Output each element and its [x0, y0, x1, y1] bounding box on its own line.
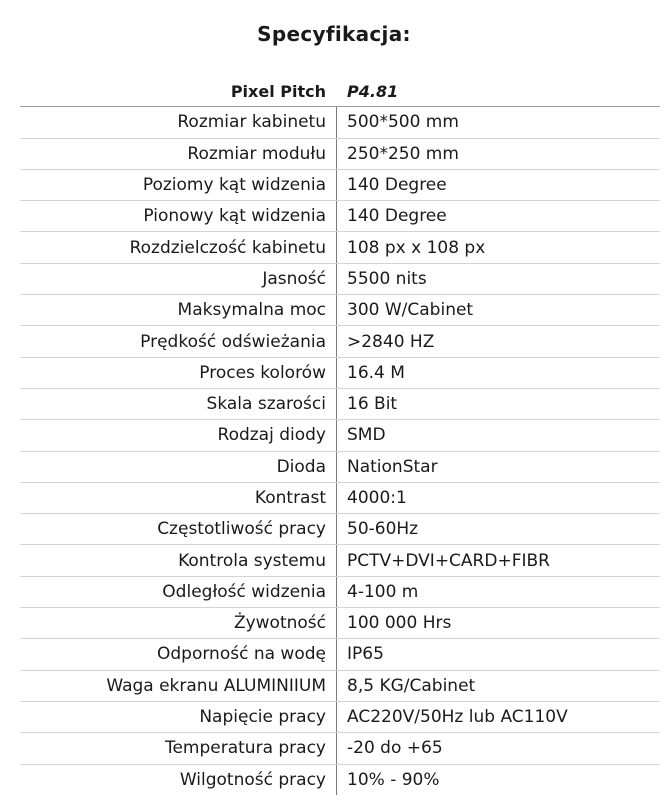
spec-value: 300 W/Cabinet: [347, 300, 474, 321]
spec-value: 16.4 M: [347, 362, 405, 383]
spec-value: SMD: [347, 425, 386, 446]
spec-label: Poziomy kąt widzenia: [142, 175, 326, 196]
table-row: [20, 107, 660, 138]
spec-label: Kontrola systemu: [178, 550, 326, 571]
table-row: [20, 733, 660, 764]
spec-label: Waga ekranu ALUMINIIUM: [106, 675, 326, 696]
spec-label: Wilgotność pracy: [179, 769, 326, 790]
spec-label: Rozdzielczość kabinetu: [129, 237, 326, 258]
spec-value: 8,5 KG/Cabinet: [347, 675, 476, 696]
table-row: [20, 232, 660, 263]
spec-label: Skala szarości: [206, 394, 326, 415]
table-row: [20, 389, 660, 420]
spec-label: Maksymalna moc: [177, 300, 326, 321]
table-row: [20, 170, 660, 201]
spec-value: 108 px x 108 px: [347, 237, 486, 258]
table-row: [20, 608, 660, 639]
spec-label: Żywotność: [233, 613, 326, 634]
spec-label: Rozmiar kabinetu: [177, 112, 326, 133]
spec-value: 50-60Hz: [347, 519, 419, 540]
spec-label: Odległość widzenia: [162, 581, 326, 602]
spec-value: AC220V/50Hz lub AC110V: [347, 707, 568, 728]
table-header-row: [20, 76, 660, 107]
table-row: [20, 702, 660, 733]
spec-value: 100 000 Hrs: [347, 613, 452, 634]
spec-value: 140 Degree: [347, 206, 447, 227]
spec-value: IP65: [347, 644, 384, 665]
spec-label: Częstotliwość pracy: [157, 519, 326, 540]
spec-label: Dioda: [276, 456, 326, 477]
spec-value: NationStar: [347, 456, 438, 477]
spec-label: Napięcie pracy: [199, 707, 326, 728]
spec-label: Kontrast: [254, 488, 326, 508]
spec-label: Pionowy kąt widzenia: [143, 206, 326, 227]
spec-label: Jasność: [262, 268, 326, 289]
header-value: P4.81: [347, 81, 399, 101]
table-row: [20, 326, 660, 357]
spec-label: Rodzaj diody: [217, 425, 326, 446]
spec-value: -20 do +65: [347, 738, 443, 759]
spec-table: [20, 76, 660, 795]
spec-label: Temperatura pracy: [164, 738, 326, 759]
table-row: [20, 139, 660, 170]
header-label: Pixel Pitch: [230, 81, 326, 101]
table-row: [20, 514, 660, 545]
spec-label: Rozmiar modułu: [187, 143, 326, 164]
spec-label: Prędkość odświeżania: [140, 331, 326, 352]
spec-label: Odporność na wodę: [157, 644, 326, 665]
table-row: [20, 545, 660, 576]
table-row: [20, 765, 660, 795]
table-row: [20, 201, 660, 232]
spec-label: Proces kolorów: [199, 362, 326, 383]
table-row: [20, 671, 660, 702]
table-row: [20, 358, 660, 389]
spec-value: 10% - 90%: [347, 769, 440, 790]
spec-value: 140 Degree: [347, 175, 447, 196]
spec-value: 500*500 mm: [347, 112, 459, 133]
spec-value: 4000:1: [347, 488, 407, 508]
table-row: [20, 295, 660, 326]
table-row: [20, 420, 660, 451]
page-title: Specyfikacja:: [257, 22, 411, 46]
table-row: [20, 577, 660, 608]
spec-value: 250*250 mm: [347, 143, 459, 164]
table-row: [20, 452, 660, 483]
table-row: [20, 264, 660, 295]
spec-value: PCTV+DVI+CARD+FIBR: [347, 550, 550, 571]
spec-value: 16 Bit: [347, 394, 398, 415]
spec-value: >2840 HZ: [347, 331, 435, 352]
spec-value: 4-100 m: [347, 581, 419, 602]
table-row: [20, 639, 660, 670]
spec-value: 5500 nits: [347, 268, 427, 289]
table-row: [20, 483, 660, 514]
